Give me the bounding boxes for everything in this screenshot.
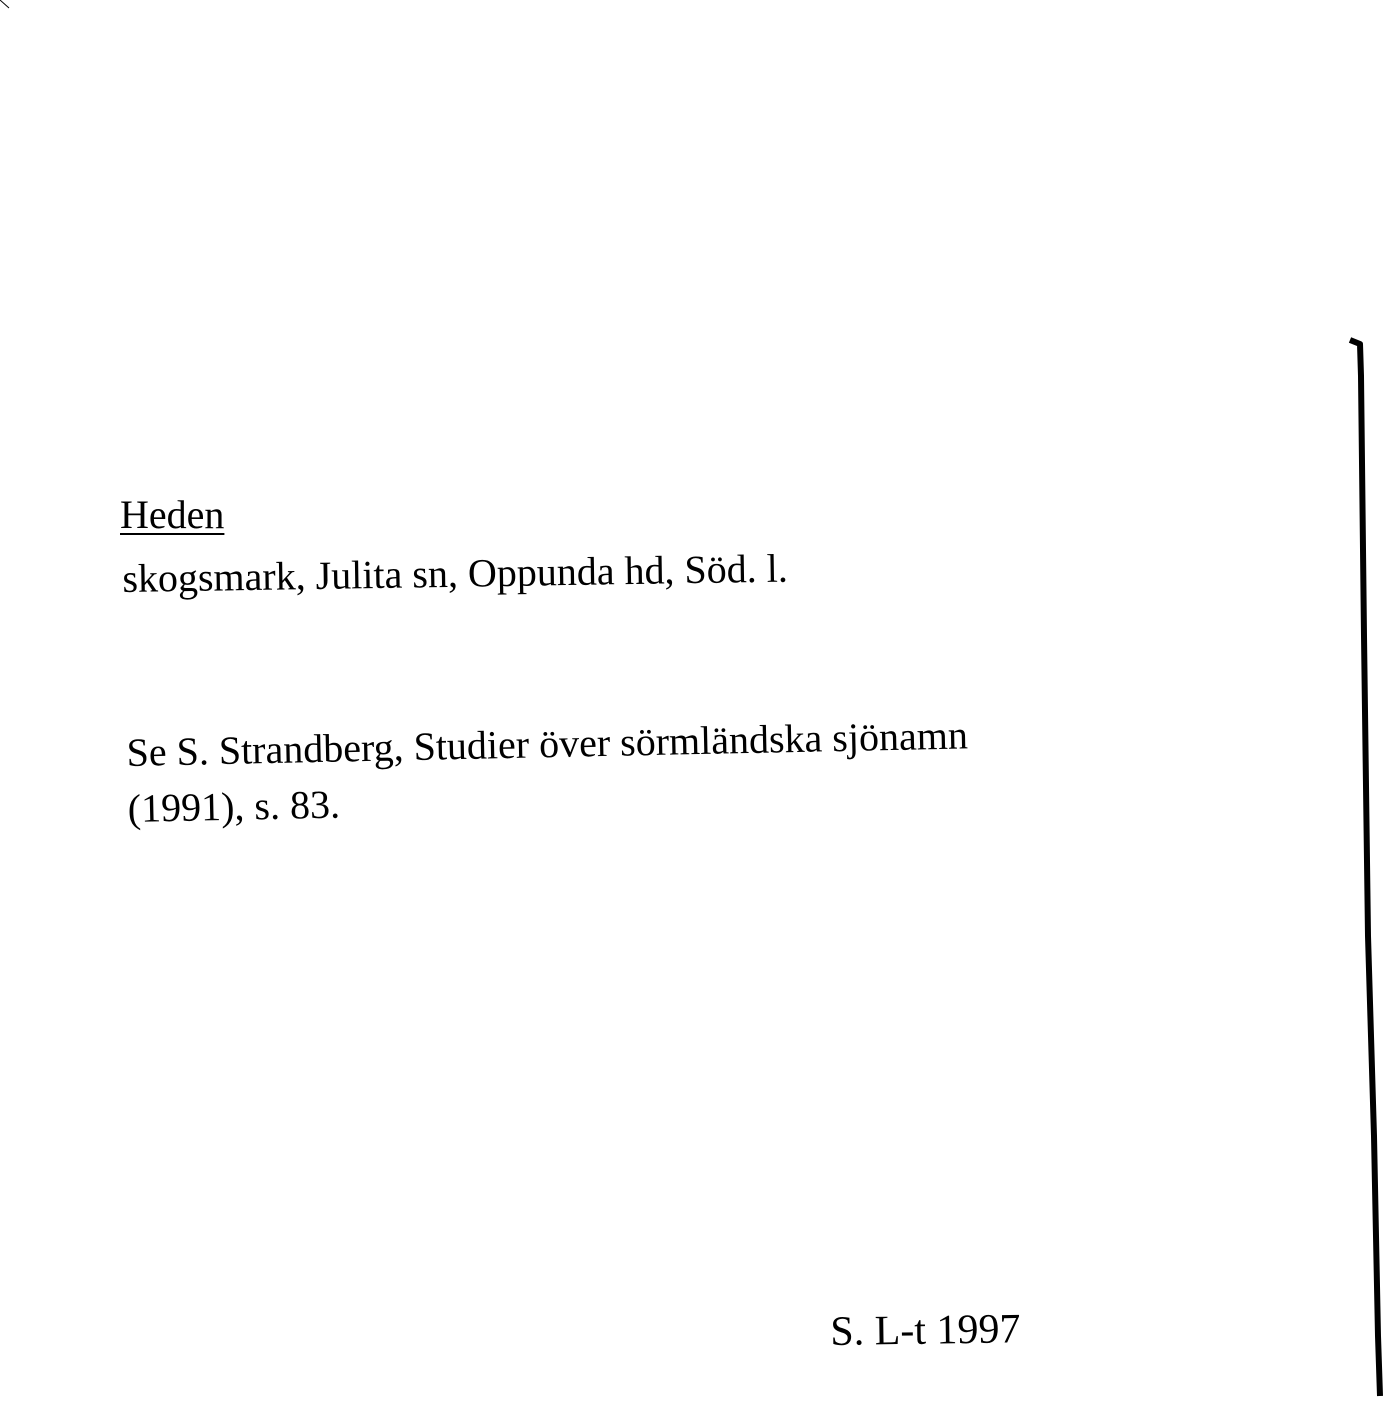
reference-line-1: Se S. Strandberg, Studier över sörmländska sjönamn <box>126 712 969 775</box>
card-edge-border <box>1346 336 1394 1404</box>
signature: S. L-t 1997 <box>830 1306 1021 1355</box>
literature-reference <box>126 707 970 837</box>
corner-scan-mark <box>0 0 10 10</box>
reference-line-2: (1991), s. 83. <box>127 781 341 831</box>
headword: Heden <box>120 492 225 537</box>
place-description: skogsmark, Julita sn, Oppunda hd, Söd. l. <box>122 545 789 601</box>
